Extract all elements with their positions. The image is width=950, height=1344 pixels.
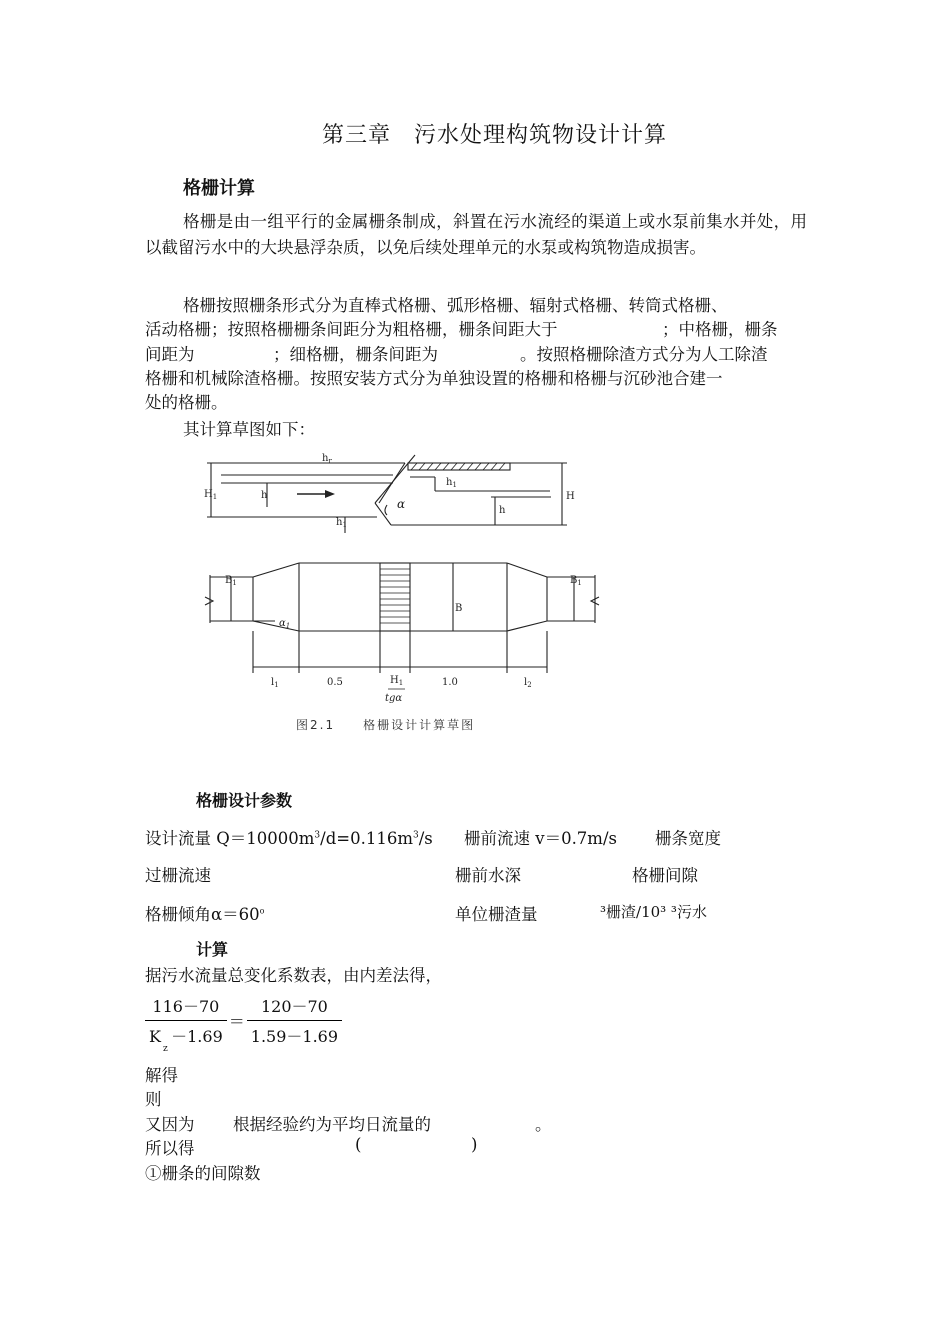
- params-heading: 格栅设计参数: [196, 791, 293, 810]
- so-open-paren: (: [355, 1135, 362, 1154]
- bar-screen-diagram: [195, 445, 615, 705]
- formula-right-numerator: 120－70: [247, 994, 342, 1021]
- formula-equals: ＝: [228, 1012, 245, 1031]
- label-h-left: h: [261, 490, 268, 501]
- label-l2: $l_2$: [524, 677, 532, 689]
- solve-line: 解得: [145, 1066, 178, 1085]
- label-alpha: α: [397, 497, 406, 511]
- so-close-paren: ): [471, 1135, 478, 1154]
- param-bar-gap: 格栅间隙: [632, 866, 698, 885]
- label-H-right: H: [566, 491, 575, 502]
- item-bar-gap-count: ①栅条的间隙数: [145, 1164, 261, 1183]
- para2-line3a: 间距为: [145, 345, 195, 364]
- param-angle: 格栅倾角$\alpha=60^o$: [145, 905, 265, 924]
- label-H1-frac-den: tgα: [385, 693, 403, 704]
- figure-caption: 图2.1 格栅设计计算草图: [296, 718, 476, 732]
- because-end: 。: [535, 1115, 552, 1134]
- so-label: 所以得: [145, 1139, 195, 1158]
- param-screenings-unit: ³栅渣/10³ ³污水: [600, 903, 707, 921]
- para2-line2b: ；中格栅，栅条: [662, 320, 778, 339]
- label-B1-right: $B_1$: [570, 575, 582, 587]
- param-water-depth: 栅前水深: [455, 866, 521, 885]
- para2-line5: 处的格栅。: [145, 393, 228, 412]
- section-heading: 格栅计算: [183, 178, 255, 199]
- sketch-intro: 其计算草图如下：: [183, 420, 315, 439]
- param-bar-width: 栅条宽度: [655, 829, 721, 848]
- label-hr: $h_r$: [322, 453, 332, 465]
- label-B: B: [455, 603, 463, 614]
- label-dim-05: 0.5: [327, 677, 343, 688]
- formula-left-numerator: 116－70: [145, 994, 227, 1021]
- para2-line4: 格栅和机械除渣格栅。按照安装方式分为单独设置的格栅和格栅与沉砂池合建一: [145, 369, 723, 388]
- label-H1: $H_1$: [204, 489, 218, 501]
- param-screenings-rate: 单位栅渣量: [455, 905, 538, 924]
- label-B1-left: $B_1$: [225, 575, 237, 587]
- calc-heading: 计算: [196, 940, 229, 959]
- label-H1-frac-num: $H_1$: [390, 675, 404, 687]
- label-alpha1: $\alpha_1$: [279, 618, 291, 630]
- para2-line3b: ；细格栅，栅条间距为: [273, 345, 438, 364]
- param-screen-velocity: 过栅流速: [145, 866, 211, 885]
- interpolation-formula: [145, 994, 342, 1047]
- because-text: 根据经验约为平均日流量的: [233, 1115, 431, 1134]
- para2-line3c: 。按照格栅除渣方式分为人工除渣: [520, 345, 768, 364]
- chapter-title: 第三章 污水处理构筑物设计计算: [322, 123, 668, 148]
- param-upstream-velocity: 栅前流速 v＝0.7m/s: [464, 829, 617, 848]
- then-line: 则: [145, 1090, 162, 1109]
- formula-kz-subscript: z: [163, 1044, 168, 1054]
- label-dim-10: 1.0: [442, 677, 458, 688]
- calc-intro: 据污水流量总变化系数表，由内差法得，: [145, 966, 442, 985]
- param-flow: 设计流量 $Q=10000m^3/d=0.116m^3/s$: [145, 829, 433, 848]
- label-h1-bot: $h_1$: [336, 517, 347, 529]
- because-label: 又因为: [145, 1115, 195, 1134]
- label-h1-mid: $h_1$: [446, 477, 457, 489]
- formula-left-denominator: K －1.69: [149, 1027, 223, 1046]
- label-h-right: h: [499, 505, 506, 516]
- label-l1: $l_1$: [271, 677, 279, 689]
- para2-line1: 格栅按照栅条形式分为直棒式格栅、弧形格栅、辐射式格栅、转筒式格栅、: [183, 296, 728, 315]
- intro-paragraph: 格栅是由一组平行的金属栅条制成，斜置在污水流经的渠道上或水泵前集水并处，用以截留污水中的大块悬浮杂质，以免后续处理单元的水泵或构筑物造成损害。: [145, 212, 807, 257]
- para2-line2a: 活动格栅；按照格栅栅条间距分为粗格栅，栅条间距大于: [145, 320, 558, 339]
- formula-right-denominator: 1.59－1.69: [250, 1027, 339, 1046]
